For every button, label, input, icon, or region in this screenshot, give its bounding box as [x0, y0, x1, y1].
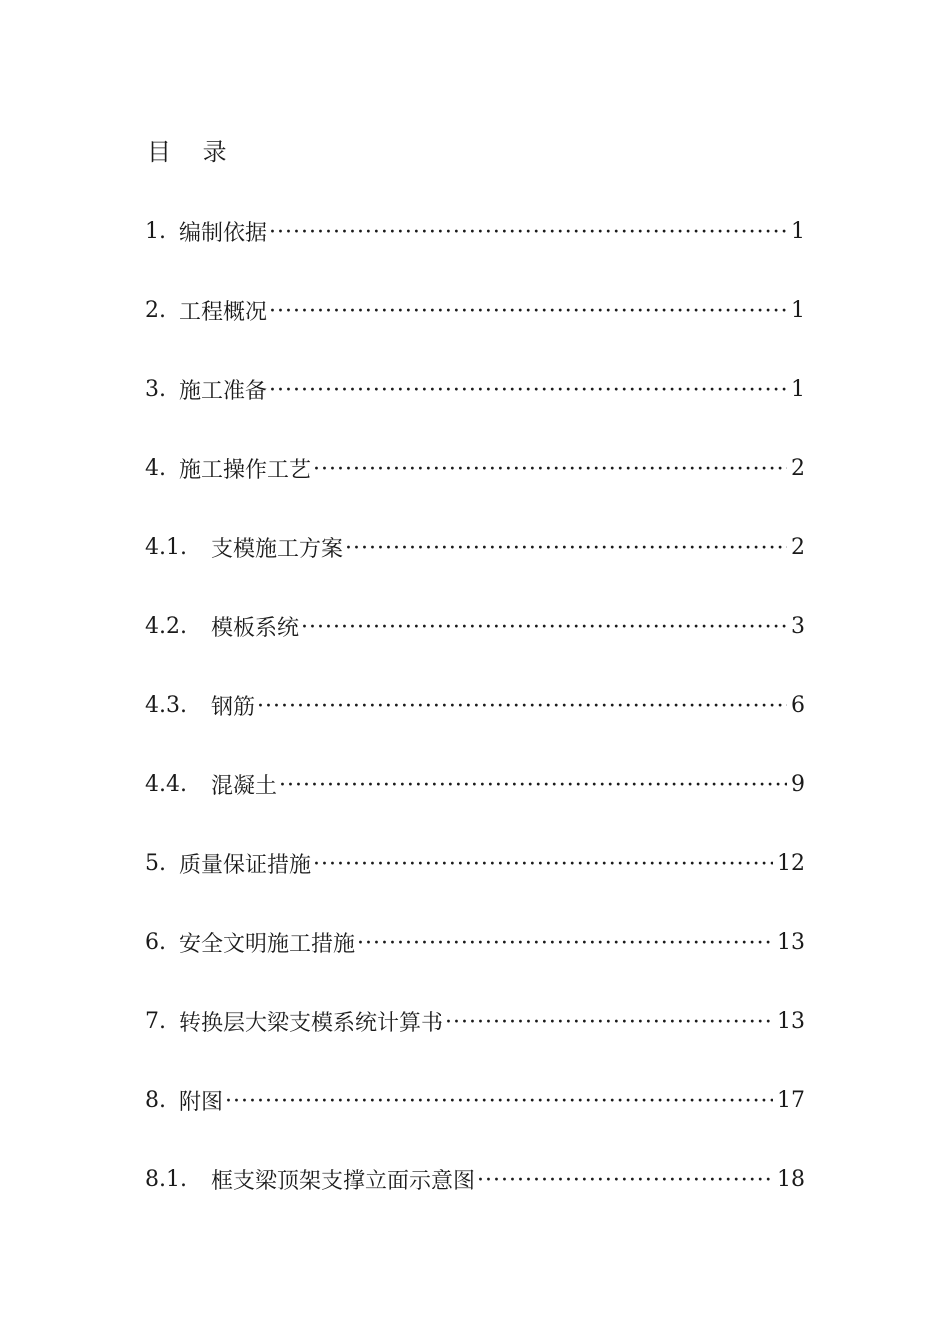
- toc-entry[interactable]: [145, 448, 805, 488]
- toc-dot-leader: [269, 380, 787, 402]
- toc-entry-page: 9: [791, 771, 805, 797]
- toc-entry-page: 13: [777, 929, 805, 955]
- toc-dot-leader: [345, 538, 787, 560]
- toc-entry-number: 5.: [145, 850, 166, 876]
- toc-entry-title: 框支梁顶架支撑立面示意图: [211, 1168, 476, 1194]
- toc-dot-leader: [445, 1012, 773, 1034]
- toc-dot-leader: [313, 854, 773, 876]
- toc-entry[interactable]: [145, 764, 805, 804]
- toc-entry-title: 质量保证措施: [179, 852, 312, 878]
- toc-entry-page: 1: [791, 218, 805, 244]
- toc-entry[interactable]: [145, 211, 805, 251]
- toc-entry-page: 6: [791, 692, 805, 718]
- toc-entry-title: 混凝土: [211, 773, 278, 799]
- toc-entry-page: 13: [777, 1008, 805, 1034]
- toc-entry-title: 转换层大梁支模系统计算书: [179, 1010, 444, 1036]
- toc-entry-number: 8.1.: [145, 1166, 187, 1192]
- toc-dot-leader: [269, 222, 787, 244]
- toc-entry-page: 2: [791, 455, 805, 481]
- toc-entry[interactable]: [145, 369, 805, 409]
- toc-entry-title: 附图: [179, 1089, 224, 1115]
- toc-entry[interactable]: [145, 685, 805, 725]
- toc-entry-number: 4.1.: [145, 534, 187, 560]
- toc-entry-page: 12: [777, 850, 805, 876]
- toc-entry[interactable]: [145, 527, 805, 567]
- toc-entry[interactable]: [145, 606, 805, 646]
- toc-entry-number: 7.: [145, 1008, 166, 1034]
- toc-entry-page: 18: [777, 1166, 805, 1192]
- toc-entry[interactable]: [145, 922, 805, 962]
- toc-entry-number: 1.: [145, 218, 166, 244]
- toc-entry-title: 模板系统: [211, 615, 300, 641]
- toc-entry-page: 3: [791, 613, 805, 639]
- toc-dot-leader: [257, 696, 787, 718]
- toc-entry-page: 1: [791, 376, 805, 402]
- toc-entry-title: 钢筋: [211, 694, 256, 720]
- toc-entry-number: 4.2.: [145, 613, 187, 639]
- toc-entry-number: 4.: [145, 455, 166, 481]
- toc-dot-leader: [269, 301, 787, 323]
- toc-entry[interactable]: [145, 1159, 805, 1199]
- toc-entry-title: 编制依据: [179, 220, 268, 246]
- toc-entry-number: 2.: [145, 297, 166, 323]
- toc-entry-title: 施工准备: [179, 378, 268, 404]
- toc-entry-page: 1: [791, 297, 805, 323]
- toc-dot-leader: [357, 933, 773, 955]
- toc-entry-page: 17: [777, 1087, 805, 1113]
- toc-dot-leader: [225, 1091, 773, 1113]
- toc-entry[interactable]: [145, 1001, 805, 1041]
- toc-dot-leader: [477, 1170, 773, 1192]
- toc-entry[interactable]: [145, 1080, 805, 1120]
- toc-entry[interactable]: [145, 290, 805, 330]
- toc-entry-number: 4.4.: [145, 771, 187, 797]
- toc-entry[interactable]: [145, 843, 805, 883]
- toc-entry-number: 8.: [145, 1087, 166, 1113]
- toc-title: 目 录: [147, 138, 239, 166]
- toc-entry-title: 安全文明施工措施: [179, 931, 356, 957]
- toc-dot-leader: [313, 459, 787, 481]
- toc-dot-leader: [279, 775, 787, 797]
- toc-entry-title: 支模施工方案: [211, 536, 344, 562]
- toc-dot-leader: [301, 617, 787, 639]
- toc-entry-page: 2: [791, 534, 805, 560]
- toc-entry-number: 6.: [145, 929, 166, 955]
- toc-entry-title: 施工操作工艺: [179, 457, 312, 483]
- toc-entry-number: 3.: [145, 376, 166, 402]
- toc-entry-number: 4.3.: [145, 692, 187, 718]
- toc-entry-title: 工程概况: [179, 299, 268, 325]
